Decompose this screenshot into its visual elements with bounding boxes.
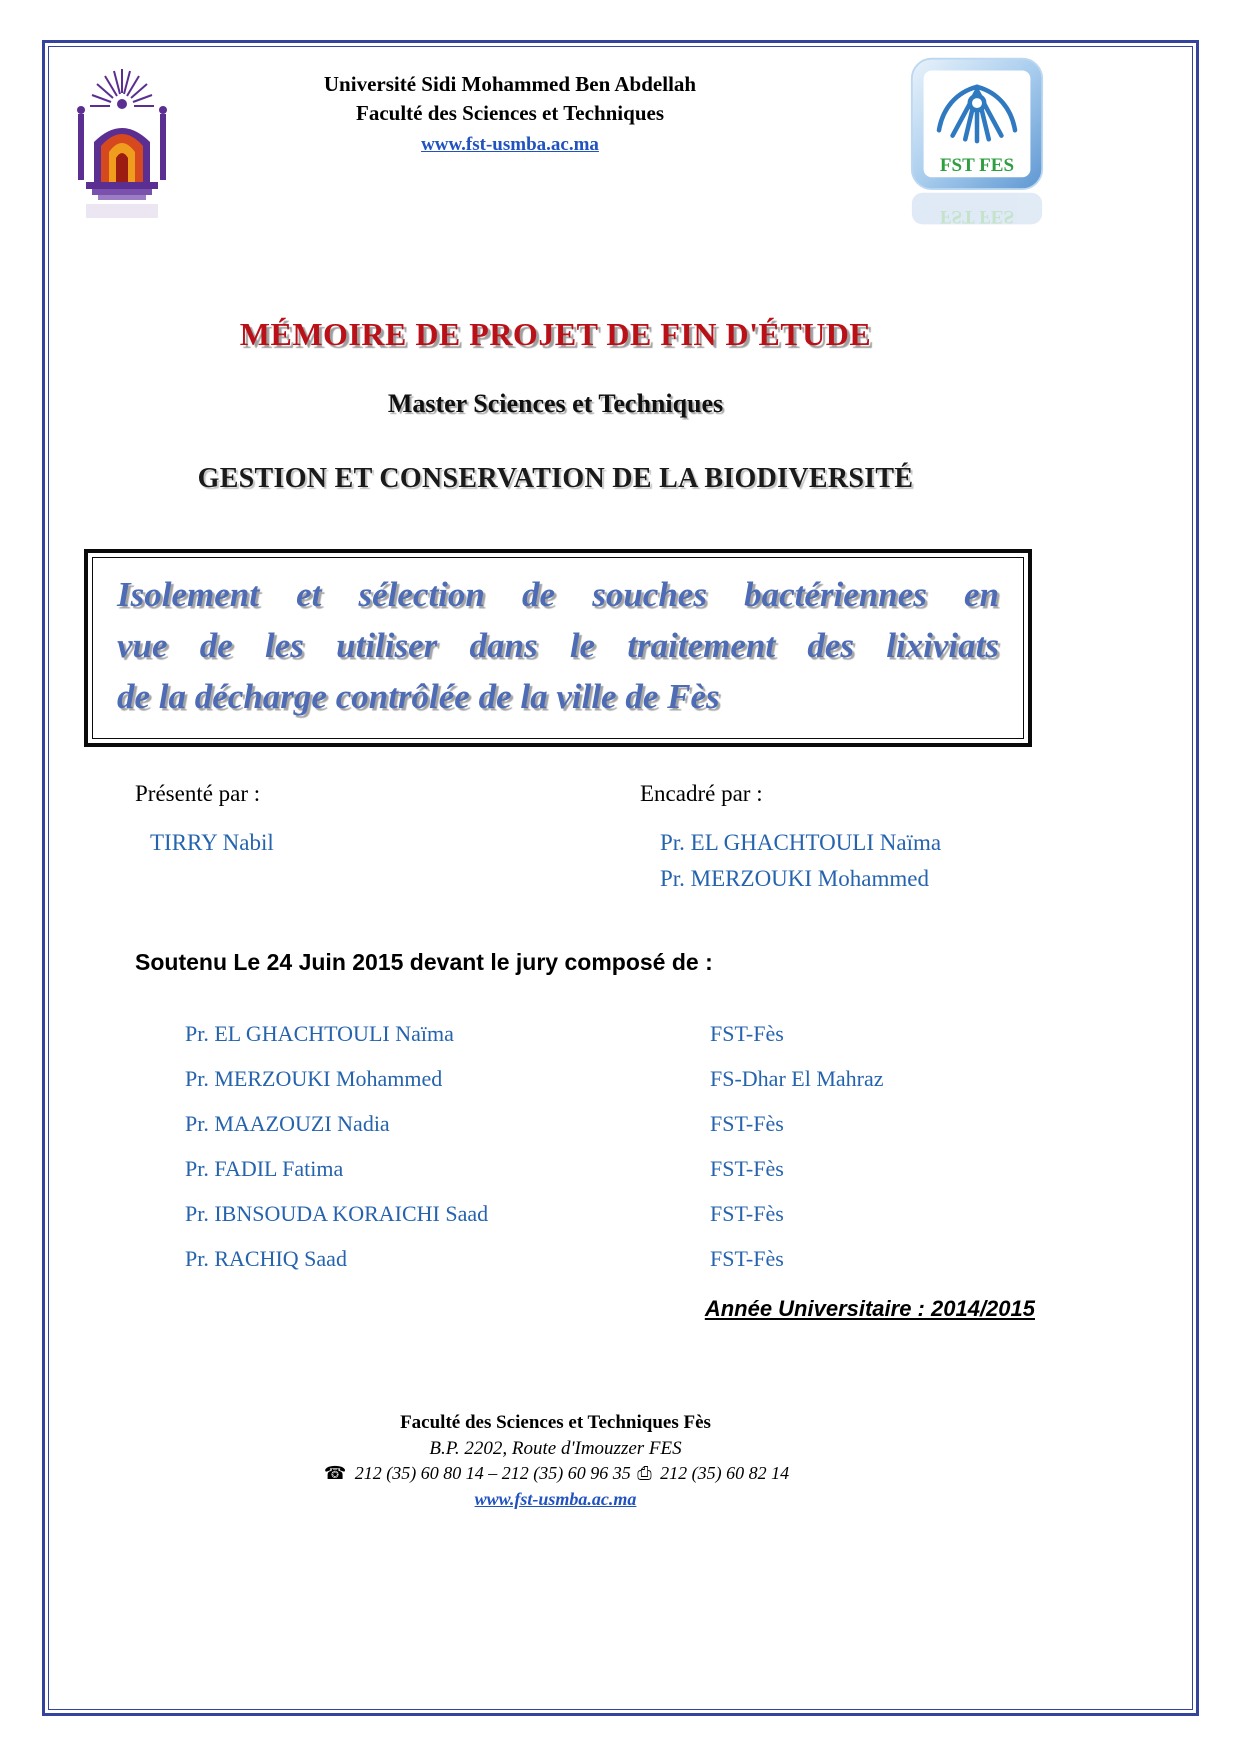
- thesis-title-box: [84, 549, 1032, 747]
- website-link[interactable]: www.fst-usmba.ac.ma: [421, 133, 599, 155]
- jury-member-name: Pr. EL GHACHTOULI Naïma: [185, 1021, 454, 1047]
- fst-fes-logo-icon: [909, 56, 1045, 228]
- academic-year: Année Universitaire : 2014/2015: [704, 1295, 1035, 1321]
- defense-intro: Soutenu Le 24 Juin 2015 devant le jury composé de :: [135, 948, 713, 975]
- jury-row: [185, 1147, 1045, 1192]
- footer-phones: 212 (35) 60 80 14 – 212 (35) 60 96 35: [354, 1463, 631, 1484]
- jury-row: [185, 1192, 1045, 1237]
- thesis-title-line-2: vue de les utiliser dans le traitement des lixiviats: [117, 625, 999, 665]
- jury-member-name: Pr. MERZOUKI Mohammed: [185, 1066, 443, 1092]
- fst-fes-logo-text: FST FES: [939, 154, 1015, 176]
- jury-member-name: Pr. FADIL Fatima: [185, 1156, 344, 1182]
- footer-faculty-name: Faculté des Sciences et Techniques Fès: [400, 1412, 711, 1433]
- jury-row: [185, 1012, 1045, 1057]
- presented-by-label: Présenté par :: [135, 781, 261, 807]
- master-title: Master Sciences et Techniques: [387, 389, 724, 418]
- jury-row: [185, 1102, 1045, 1147]
- phone-icon: ☎: [323, 1463, 347, 1484]
- supervised-by-label: Encadré par :: [640, 781, 763, 807]
- supervised-by-block: [555, 781, 1045, 896]
- jury-member-affiliation: FST-Fès: [710, 1156, 784, 1182]
- fax-icon: ⎙: [637, 1463, 652, 1484]
- memoire-title: MÉMOIRE DE PROJET DE FIN D'ÉTUDE: [239, 316, 872, 352]
- jury-member-affiliation: FST-Fès: [710, 1021, 784, 1047]
- jury-member-name: Pr. RACHIQ Saad: [185, 1246, 347, 1272]
- thesis-title-line-3: de la décharge contrôlée de la ville de Fès: [117, 676, 720, 716]
- footer-contact-line: [66, 1461, 1045, 1486]
- jury-row: [185, 1237, 1045, 1282]
- people-section: [66, 781, 1045, 896]
- header-text-block: [196, 56, 824, 156]
- faculty-name: Faculté des Sciences et Techniques: [356, 101, 664, 126]
- footer: [66, 1410, 1045, 1510]
- footer-website-link[interactable]: www.fst-usmba.ac.ma: [474, 1489, 637, 1510]
- jury-member-name: Pr. MAAZOUZI Nadia: [185, 1111, 390, 1137]
- presented-by-block: [66, 781, 555, 896]
- presented-by-name: TIRRY Nabil: [150, 830, 274, 856]
- fst-fes-logo-reflection: FST FES: [939, 205, 1015, 227]
- content: [66, 50, 1045, 1322]
- specialty-title: GESTION ET CONSERVATION DE LA BIODIVERSITÉ: [197, 463, 914, 494]
- footer-fax: 212 (35) 60 82 14: [660, 1463, 790, 1484]
- jury-member-affiliation: FST-Fès: [710, 1201, 784, 1227]
- supervisor-name: Pr. MERZOUKI Mohammed: [660, 865, 929, 891]
- jury-member-affiliation: FS-Dhar El Mahraz: [710, 1066, 884, 1092]
- footer-address: B.P. 2202, Route d'Imouzzer FES: [429, 1437, 682, 1459]
- jury-member-affiliation: FST-Fès: [710, 1246, 784, 1272]
- thesis-title-box-inner: [92, 557, 1024, 739]
- jury-row: [185, 1057, 1045, 1102]
- header: [66, 50, 1045, 228]
- supervisors-list: [555, 825, 1045, 896]
- jury-table: [66, 1012, 1045, 1282]
- jury-member-affiliation: FST-Fès: [710, 1111, 784, 1137]
- jury-member-name: Pr. IBNSOUDA KORAICHI Saad: [185, 1201, 489, 1227]
- usmba-university-emblem-icon: [66, 56, 196, 226]
- thesis-title-line-1: Isolement et sélection de souches bactériennes en: [117, 575, 999, 614]
- university-name: Université Sidi Mohammed Ben Abdellah: [323, 72, 697, 96]
- supervisor-name: Pr. EL GHACHTOULI Naïma: [660, 830, 942, 856]
